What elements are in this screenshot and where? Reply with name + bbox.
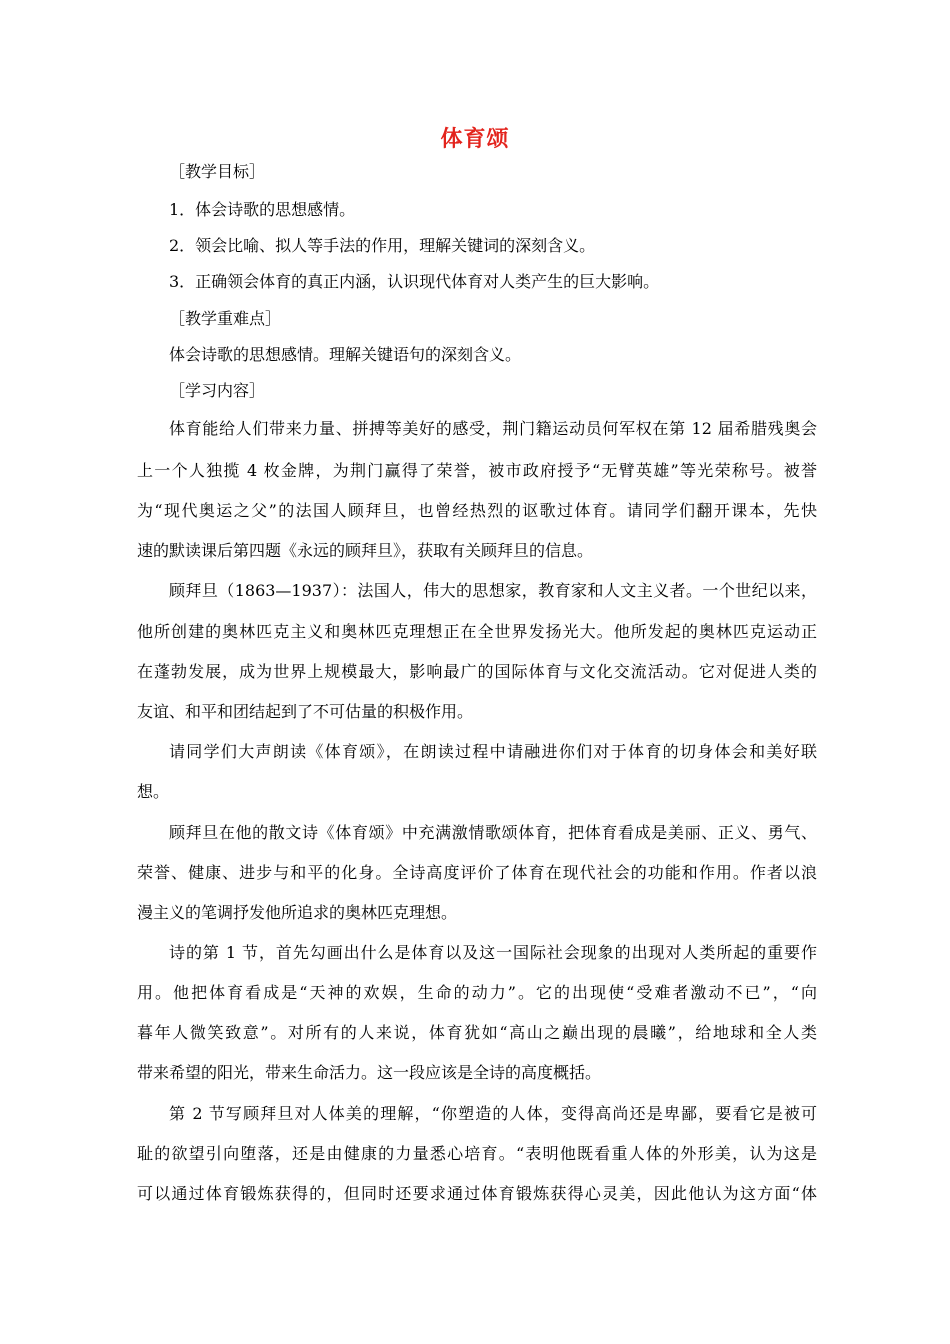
paragraph-line: 暮年人微笑致意”。对所有的人来说，体育犹如“高山之巅出现的晨曦”，给地球和全人类 (137, 1023, 817, 1042)
paragraph-line: 在蓬勃发展，成为世界上规模最大，影响最广的国际体育与文化交流活动。它对促进人类的 (137, 662, 817, 681)
paragraph-line: 耻的欲望引向堕落，还是由健康的力量悉心培育。“表明他既看重人体的外形美，认为这是 (137, 1144, 817, 1163)
paragraph-line: 上一个人独揽 4 枚金牌，为荆门赢得了荣誉，被市政府授予“无臂英雄”等光荣称号。被誉 (137, 461, 817, 480)
section-heading-objectives: ［教学目标］ (169, 162, 266, 181)
paragraph-line: 用。他把体育看成是“天神的欢娱，生命的动力”。它的出现使“受难者激动不已”，“向 (137, 983, 817, 1002)
objective-item: 3．正确领会体育的真正内涵，认识现代体育对人类产生的巨大影响。 (169, 272, 660, 291)
paragraph-line: 漫主义的笔调抒发他所追求的奥林匹克理想。 (137, 903, 458, 922)
paragraph-line: 顾拜旦（1863—1937）：法国人，伟大的思想家，教育家和人文主义者。一个世纪以来， (169, 581, 817, 600)
paragraph-line: 荣誉、健康、进步与和平的化身。全诗高度评价了体育在现代社会的功能和作用。作者以浪 (137, 863, 817, 882)
paragraph-line: 想。 (137, 782, 170, 801)
paragraph-line: 诗的第 1 节，首先勾画出什么是体育以及这一国际社会现象的出现对人类所起的重要作 (169, 943, 817, 962)
section-heading-content: ［学习内容］ (169, 381, 266, 400)
paragraph-line: 友谊、和平和团结起到了不可估量的积极作用。 (137, 702, 474, 721)
paragraph-line: 速的默读课后第四题《永远的顾拜旦》，获取有关顾拜旦的信息。 (137, 541, 594, 560)
paragraph-line: 请同学们大声朗读《体育颂》，在朗读过程中请融进你们对于体育的切身体会和美好联 (169, 742, 817, 761)
paragraph-line: 为“现代奥运之父”的法国人顾拜旦，也曾经热烈的讴歌过体育。请同学们翻开课本，先快 (137, 501, 817, 520)
objective-item: 2．领会比喻、拟人等手法的作用，理解关键词的深刻含义。 (169, 236, 596, 255)
key-points-text: 体会诗歌的思想感情。理解关键语句的深刻含义。 (169, 345, 522, 364)
paragraph-line: 顾拜旦在他的散文诗《体育颂》中充满激情歌颂体育，把体育看成是美丽、正义、勇气、 (169, 823, 817, 842)
paragraph-line: 带来希望的阳光，带来生命活力。这一段应该是全诗的高度概括。 (137, 1063, 602, 1082)
objective-item: 1．体会诗歌的思想感情。 (169, 200, 356, 219)
paragraph-line: 体育能给人们带来力量、拼搏等美好的感受，荆门籍运动员何军权在第 12 届希腊残奥会 (169, 419, 817, 438)
section-heading-key-points: ［教学重难点］ (169, 309, 282, 328)
paragraph-line: 第 2 节写顾拜旦对人体美的理解，“你塑造的人体，变得高尚还是卑鄙，要看它是被可 (169, 1104, 817, 1123)
page-title: 体育颂 (440, 127, 510, 152)
paragraph-line: 可以通过体育锻炼获得的，但同时还要求通过体育锻炼获得心灵美，因此他认为这方面“体 (137, 1184, 817, 1203)
paragraph-line: 他所创建的奥林匹克主义和奥林匹克理想正在全世界发扬光大。他所发起的奥林匹克运动正 (137, 622, 817, 641)
